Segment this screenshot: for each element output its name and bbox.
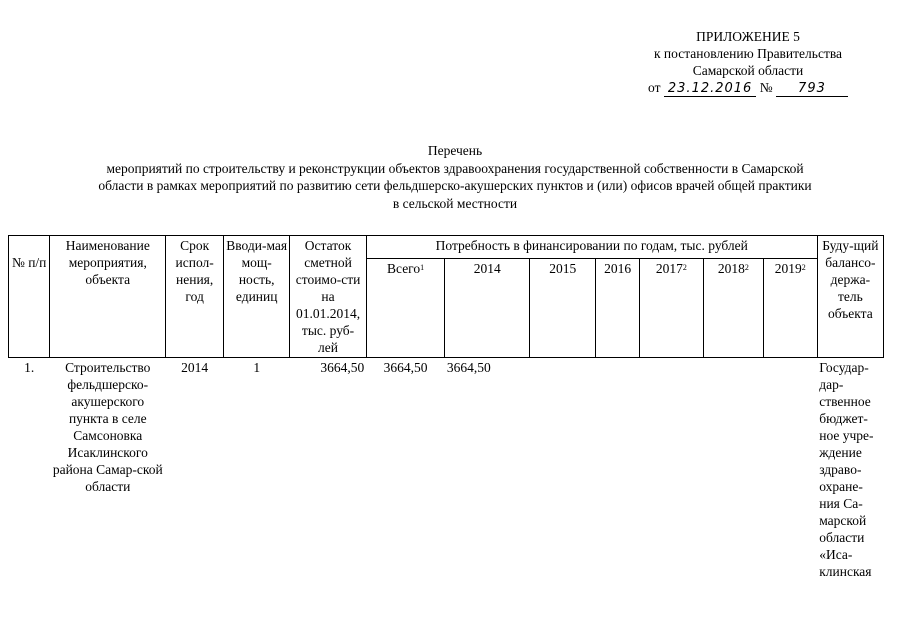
header-name: Наименование мероприятия, объекта <box>50 236 166 358</box>
header-2014: 2014 <box>445 258 530 357</box>
cell-2017 <box>639 358 703 640</box>
appendix-title: ПРИЛОЖЕНИЕ 5 <box>696 29 800 44</box>
measures-table <box>8 235 884 640</box>
table-row <box>9 358 884 640</box>
header-capacity: Вводи-мая мощ-ность, единиц <box>224 236 290 358</box>
title-heading: Перечень <box>427 143 483 158</box>
document-title <box>20 142 890 212</box>
cell-name: Строительство фельдшерско-акушерского пункта в селе Самсоновка Исаклинского района Самар-ской области <box>52 360 163 494</box>
handwritten-number: 793 <box>776 82 848 97</box>
title-line-3: в сельской местности <box>392 195 518 211</box>
header-remainder: Остаток сметной стоимо-сти на 01.01.2014, тыс. руб-лей <box>290 236 367 358</box>
cell-total: 3664,50 <box>383 360 428 375</box>
header-num: № п/п <box>9 236 50 358</box>
header-2019: 2019$^2$ <box>763 258 817 357</box>
header-2015: 2015 <box>530 258 596 357</box>
header-total: Всего$^1$ <box>366 258 445 357</box>
cell-term: 2014 <box>181 360 209 375</box>
number-label: № <box>759 80 773 95</box>
appendix-date-line <box>623 79 873 97</box>
cell-2015 <box>530 358 596 640</box>
cell-remainder: 3664,50 <box>320 360 365 375</box>
header-holder: Буду-щий балансо-держа-тель объекта <box>817 236 883 358</box>
handwritten-date: 23.12.2016 <box>664 82 756 97</box>
cell-2019 <box>763 358 817 640</box>
header-2018: 2018$^2$ <box>703 258 763 357</box>
cell-holder: Государ-дар-ственное бюджет-ное учре-ждение здраво-охране-ния Са-марской области «Иса-клинская <box>819 360 874 579</box>
header-2016: 2016 <box>596 258 639 357</box>
header-financing: Потребность в финансировании по годам, тыс. рублей <box>366 236 817 259</box>
cell-num: 1. <box>24 360 35 375</box>
cell-2014: 3664,50 <box>446 360 491 375</box>
title-line-2: области в рамках мероприятий по развитию сети фельдшерско-акушерских пунктов и (или) офисов врачей общей практики <box>98 178 812 193</box>
appendix-decree: к постановлению Правительства <box>653 46 843 61</box>
header-term: Срок испол-нения, год <box>166 236 224 358</box>
title-line-1: мероприятий по строительству и реконструкции объектов здравоохранения государственной собственности в Самарской <box>106 160 804 176</box>
cell-capacity: 1 <box>253 360 261 375</box>
appendix-region: Самарской области <box>692 63 804 78</box>
cell-2018 <box>703 358 763 640</box>
from-label: от <box>648 80 661 95</box>
header-2017: 2017$^2$ <box>639 258 703 357</box>
cell-2016 <box>596 358 639 640</box>
appendix-block <box>623 28 873 97</box>
